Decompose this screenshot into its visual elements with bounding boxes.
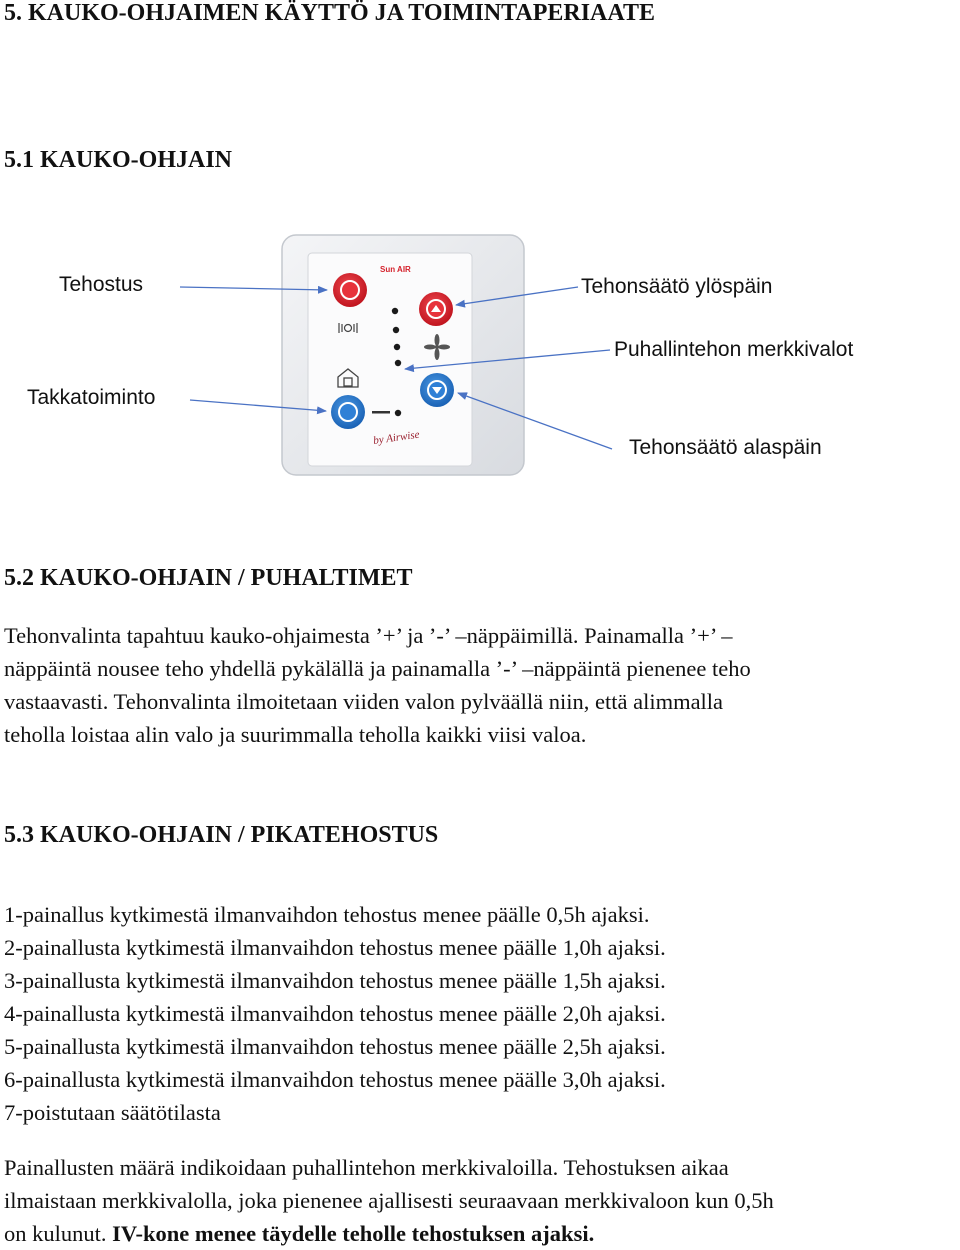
paragraph-line: Tehonvalinta tapahtuu kauko-ohjaimesta ’+’ ja ’-’ –näppäimillä. Painamalla ’+’ – (4, 623, 733, 648)
indicator-light-2 (395, 360, 401, 366)
section-5-2-heading: 5.2 KAUKO-OHJAIN / PUHALTIMET (4, 565, 413, 591)
paragraph-line: Painallusten määrä indikoidaan puhallintehon merkkivaloilla. Tehostuksen aikaa (4, 1155, 729, 1180)
paragraph-line: teholla loistaa alin valo ja suurimmalla teholla kaikki viisi valoa. (4, 722, 587, 747)
label-tehostus: Tehostus (59, 273, 144, 296)
remote-control-figure (0, 225, 960, 495)
section-5-3-closing-paragraph (4, 1151, 959, 1250)
fireplace-button-blue (331, 395, 365, 429)
closing-plain-text: on kulunut. (4, 1221, 113, 1246)
closing-bold-text: IV-kone menee täydelle teholle tehostuksen ajaksi. (112, 1221, 595, 1246)
indicator-light-1 (395, 410, 401, 416)
section-5-2-paragraph (4, 619, 959, 751)
section-5-1-heading: 5.1 KAUKO-OHJAIN (4, 147, 232, 173)
paragraph-line (4, 1217, 959, 1250)
paragraph-line: näppäintä nousee teho yhdellä pykälällä ja painamalla ’-’ –näppäintä pienenee teho (4, 656, 751, 681)
indicator-light-5 (392, 308, 398, 314)
list-item: 4-painallusta kytkimestä ilmanvaihdon tehostus menee päälle 2,0h ajaksi. (4, 1001, 666, 1026)
list-item: 1-painallus kytkimestä ilmanvaihdon tehostus menee päälle 0,5h ajaksi. (4, 902, 650, 927)
maker-logo: by Airwise (372, 428, 421, 447)
section-5-3-heading: 5.3 KAUKO-OHJAIN / PIKATEHOSTUS (4, 822, 439, 848)
power-down-button-blue (420, 373, 454, 407)
indicator-light-3 (394, 344, 400, 350)
minus-dash (372, 411, 390, 414)
list-item: 3-painallusta kytkimestä ilmanvaihdon tehostus menee päälle 1,5h ajaksi. (4, 968, 666, 993)
paragraph-line: ilmaistaan merkkivalolla, joka pienenee ajallisesti seuraavaan merkkivaloon kun 0,5h (4, 1188, 774, 1213)
list-item: 2-painallusta kytkimestä ilmanvaihdon tehostus menee päälle 1,0h ajaksi. (4, 935, 666, 960)
indicator-light-4 (393, 327, 399, 333)
boost-press-list (4, 898, 959, 1129)
brand-logo: Sun AIR (380, 265, 411, 274)
boost-button-red (333, 273, 367, 307)
label-takkatoiminto: Takkatoiminto (27, 386, 156, 409)
list-item: 5-painallusta kytkimestä ilmanvaihdon tehostus menee päälle 2,5h ajaksi. (4, 1034, 666, 1059)
paragraph-line: vastaavasti. Tehonvalinta ilmoitetaan viiden valon pylväällä niin, että alimmalla (4, 689, 724, 714)
label-tehonsaato-ylos: Tehonsäätö ylöspäin (581, 275, 773, 298)
power-up-button-red (419, 292, 453, 326)
label-tehonsaato-alas: Tehonsäätö alaspäin (629, 436, 822, 459)
section-5-heading: 5. KAUKO-OHJAIMEN KÄYTTÖ JA TOIMINTAPERIAATE (4, 0, 655, 26)
list-item: 7-poistutaan säätötilasta (4, 1100, 221, 1125)
list-item: 6-painallusta kytkimestä ilmanvaihdon tehostus menee päälle 3,0h ajaksi. (4, 1067, 666, 1092)
label-merkkivalot: Puhallintehon merkkivalot (614, 338, 854, 361)
